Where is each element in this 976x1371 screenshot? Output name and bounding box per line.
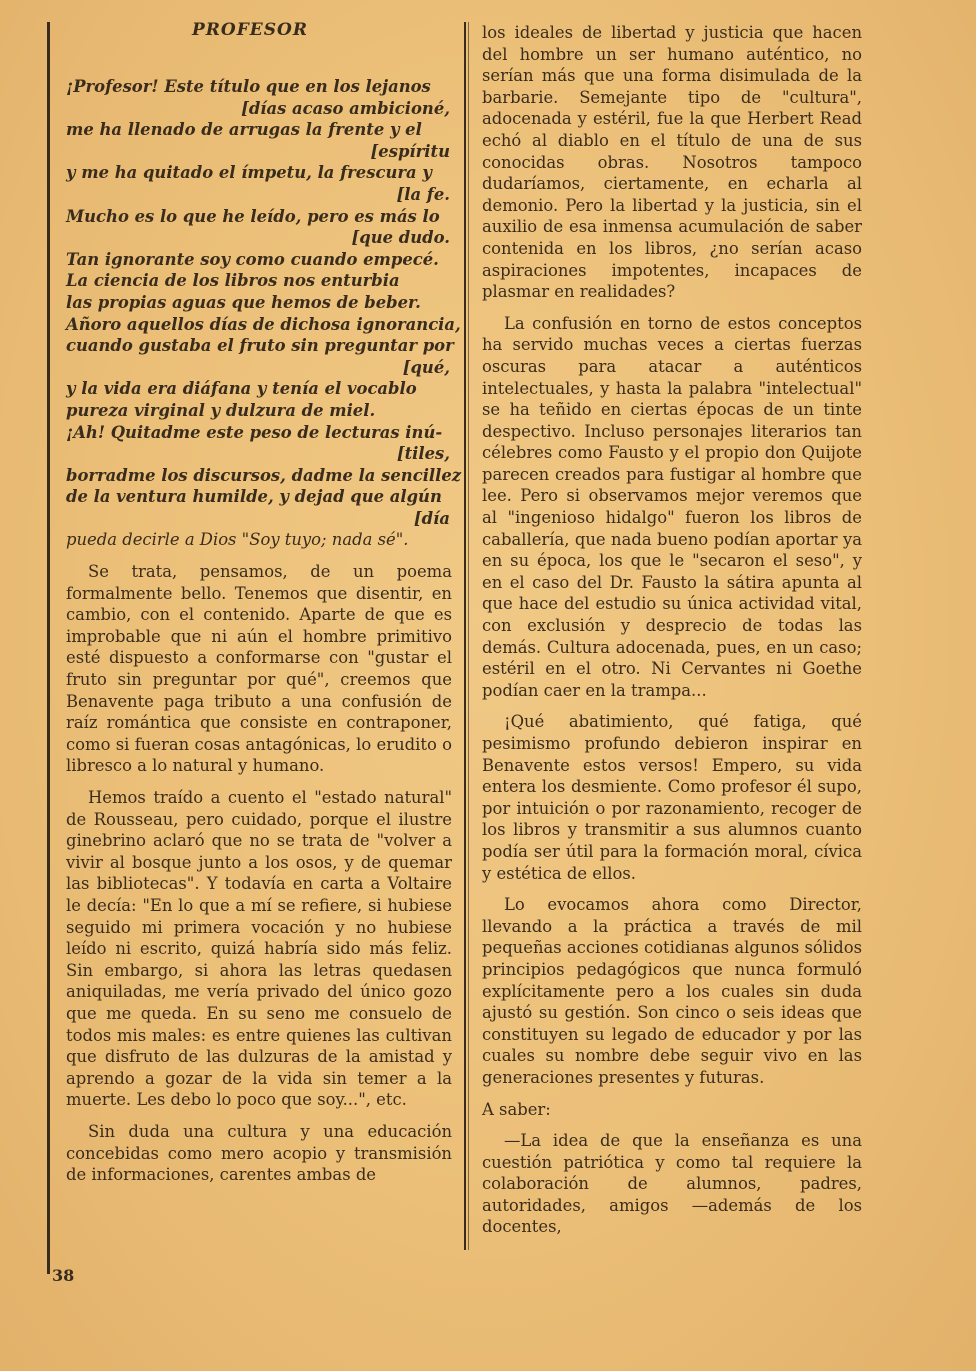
poem-line: [qué, — [402, 357, 450, 377]
paragraph: los ideales de libertad y justicia que hacen del hombre un ser humano auténtico, no serían más que una forma disimulada de la barbarie. Semejante tipo de "cultura", adocenada y estéril, fue la que Herbert Read echó al diablo en el título de una de sus conocidas obras. Nosotros tampoco dudaríamos, ciertamente, en echarla al demonio. Pero la libertad y la justicia, sin el auxilio de esa inmensa acumulación de saber contenida en los libros, ¿no serían acaso aspiraciones impotentes, incapaces de plasmar en realidades? — [482, 23, 862, 302]
poem-line: Añoro aquellos días de dichosa ignorancia, — [66, 314, 461, 334]
poem — [66, 76, 462, 551]
poem-line: y me ha quitado el ímpetu, la frescura y — [66, 163, 432, 183]
paragraph: Hemos traído a cuento el "estado natural" de Rousseau, pero cuidado, porque el ilustre ginebrino aclaró que no se trata de "volver a vivir al bosque junto a los osos, y de quemar las bibliotecas". Y todavía en carta a Voltaire le decía: "En lo que a mí se refiere, si hubiese seguido mi primera vocación y no hubiese leído ni escrito, quizá habría sido más feliz. Sin embargo, si ahora las letras quedasen aniquiladas, me vería privado del único gozo que me queda. En su seno me consuelo de todos mis males: es entre quienes las cultivan que disfruto de las dulzuras de la amistad y aprendo a gozar de la vida sin temer a la muerte. Les debo lo poco que soy...", etc. — [66, 788, 452, 1110]
poem-line: [días acaso ambicioné, — [241, 98, 450, 118]
poem-line: me ha llenado de arrugas la frente y el — [66, 120, 422, 140]
poem-line: Tan ignorante soy como cuando empecé. — [66, 249, 439, 269]
poem-line: cuando gustaba el fruto sin preguntar por — [66, 336, 454, 356]
paragraph: La confusión en torno de estos conceptos ha servido muchas veces a ciertas fuerzas oscuras para atacar a auténticos intelectuales, y hasta la palabra "intelectual" se ha teñido en ciertas épocas de un tinte despectivo. Incluso personajes literarios tan célebres como Fausto y el propio don Quijote parecen creados para fustigar al hombre que lee. Pero si observamos mejor veremos que al "ingenioso hidalgo" fueron los libros de caballería, que nada bueno podían aportar ya en su época, los que le "secaron el seso", y en el caso del Dr. Fausto la sátira apunta al que hace del estudio su única actividad vital, con exclusión y desprecio de todas las demás. Cultura adocenada, pues, en un caso; estéril en el otro. Ni Cervantes ni Goethe podían caer en la trampa... — [482, 313, 862, 700]
poem-line: [la fe. — [396, 184, 450, 204]
paragraph: —La idea de que la enseñanza es una cuestión patriótica y como tal requiere la colaboración de alumnos, padres, autoridades, amigos —además de los docentes, — [482, 1131, 862, 1237]
paragraph: Sin duda una cultura y una educación concebidas como mero acopio y transmisión de informaciones, carentes ambas de — [66, 1121, 452, 1185]
poem-line: ¡Profesor! Este título que en los lejanos — [66, 77, 431, 96]
poem-line: [día — [413, 508, 450, 528]
page-number: 38 — [52, 1266, 75, 1285]
poem-line: Mucho es lo que he leído, pero es más lo — [66, 206, 440, 226]
column-divider-rule-thin — [468, 22, 469, 1250]
right-column — [482, 22, 862, 1248]
poem-line: [que dudo. — [351, 228, 450, 248]
paragraph: Se trata, pensamos, de un poema formalmente bello. Tenemos que disentir, en cambio, con el contenido. Aparte de que es improbable que ni aún el hombre primitivo esté dispuesto a conformarse con "gustar el fruto sin preguntar por qué", creemos que Benavente paga tributo a una confusión de raíz romántica que consiste en contraponer, como si fueran cosas antagónicas, lo erudito o libresco a lo natural y humano. — [66, 562, 452, 776]
poem-line: ¡Ah! Quitadme este peso de lecturas inú- — [66, 422, 443, 442]
paragraph: ¡Qué abatimiento, qué fatiga, qué pesimismo profundo debieron inspirar en Benavente estos versos! Empero, su vida entera los desmiente. Como profesor él supo, por intuición o por razonamiento, recoger de los libros y transmitir a sus alumnos cuanto podía ser útil para la formación moral, cívica y estética de ellos. — [482, 712, 862, 883]
poem-line: borradme los discursos, dadme la sencillez — [66, 465, 462, 485]
paragraph: A saber: — [482, 1099, 551, 1119]
poem-line: las propias aguas que hemos de beber. — [66, 292, 421, 312]
page-title: PROFESOR — [192, 20, 308, 40]
left-margin-rule — [47, 22, 50, 1274]
poem-line: [espíritu — [370, 141, 450, 161]
column-divider-rule — [464, 22, 466, 1250]
poem-line: [tiles, — [396, 444, 450, 464]
poem-line: La ciencia de los libros nos enturbia — [66, 271, 400, 291]
left-column — [66, 76, 462, 1196]
poem-line: pueda decirle a Dios "Soy tuyo; nada sé". — [66, 530, 409, 550]
poem-line: de la ventura humilde, y dejad que algún — [66, 487, 442, 507]
poem-line: y la vida era diáfana y tenía el vocablo — [66, 379, 417, 399]
paragraph: Lo evocamos ahora como Director, llevando a la práctica a través de mil pequeñas acciones cotidianas algunos sólidos principios pedagógicos que nunca formuló explícitamente pero a los cuales sin duda ajustó su gestión. Son cinco o seis ideas que constituyen su legado de educador y por las cuales su nombre debe seguir vivo en las generaciones presentes y futuras. — [482, 895, 862, 1087]
poem-line: pureza virginal y dulzura de miel. — [66, 400, 376, 420]
